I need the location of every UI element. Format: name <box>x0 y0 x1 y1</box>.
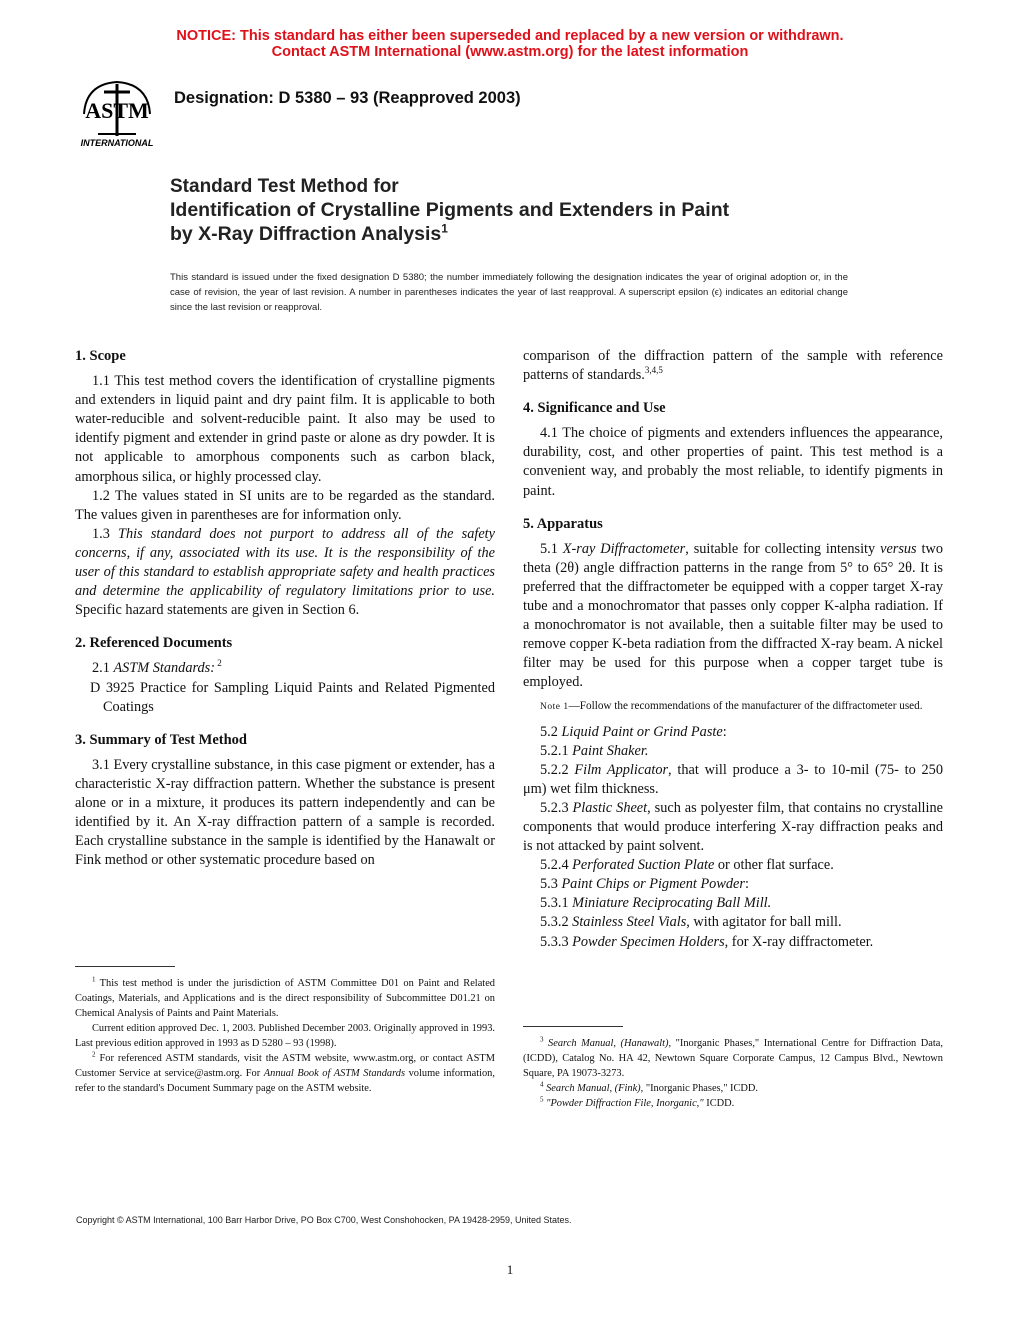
title-line-2: Identification of Crystalline Pigments and Extenders in Paint <box>170 199 730 221</box>
title-line-3: by X-Ray Diffraction Analysis <box>170 223 442 245</box>
footnote-1-text: This test method is under the jurisdiction of ASTM Committee D01 on Paint and Related Coatings, Materials, and Applications and is the direct responsibility of Subcommittee D01.21 on Chemical Analysis of Paints and Paint Materials. <box>75 978 495 1019</box>
para-5-3 <box>523 875 943 894</box>
notice-line-2: Contact ASTM International (www.astm.org) for the latest information <box>271 44 749 60</box>
para-5-3-3-rest: , for X-ray diffractometer. <box>724 933 874 950</box>
para-5-2-1 <box>523 742 943 761</box>
para-5-1-versus: versus <box>880 540 917 557</box>
para-5-3-2-num: 5.3.2 <box>540 914 573 931</box>
notice-banner <box>0 28 1020 60</box>
para-5-2-italic: Liquid Paint or Grind Paste <box>561 723 723 740</box>
right-column <box>523 347 943 952</box>
para-5-2-2 <box>523 761 943 799</box>
para-5-1-a: , suitable for collecting intensity <box>685 540 881 557</box>
page-number: 1 <box>506 1262 514 1277</box>
para-5-3-2 <box>523 913 943 932</box>
para-5-2-1-num: 5.2.1 <box>540 742 573 759</box>
para-4-1: 4.1 The choice of pigments and extenders influences the appearance, durability, cost, and other properties of paint. This test method is a convenient way, and probably the most reliable, to identify pigments in paint. <box>523 425 943 499</box>
footnote-4-mark: 4 <box>540 1080 544 1089</box>
footnote-3-italic: Search Manual, (Hanawalt), <box>543 1038 672 1049</box>
para-5-3-3 <box>523 933 943 952</box>
footnotes-right <box>523 1036 943 1111</box>
para-5-2-rest: : <box>722 723 727 740</box>
para-5-2-3-italic: Plastic Sheet <box>572 799 648 816</box>
footnote-1-edition: Current edition approved Dec. 1, 2003. Published December 2003. Originally approved in 1993. Last previous edition approved in 1993 as D 5280 – 93 (1998). <box>75 1023 495 1049</box>
para-2-1-italic: ASTM Standards: <box>113 660 215 677</box>
logo-mark: ASTM <box>85 98 149 123</box>
section-apparatus-heading: 5. Apparatus <box>523 515 603 532</box>
footnote-5-rest: ICDD. <box>703 1098 735 1109</box>
para-5-3-3-num: 5.3.3 <box>540 933 573 950</box>
para-5-2-3 <box>523 799 943 856</box>
document-title <box>170 176 890 246</box>
footnote-5 <box>523 1096 943 1111</box>
footnote-4-rest: "Inorganic Phases," ICDD. <box>643 1083 759 1094</box>
footnote-3-rest: "Inorganic Phases," International Centre for Diffraction Data, (ICDD), Catalog No. HA 42, Newtown Square Corporate Campus, 12 Campus Blvd., Newtown Square, PA 19073-3273. <box>523 1038 943 1079</box>
para-3-1-continued <box>523 347 943 385</box>
section-scope-heading: 1. Scope <box>75 348 126 364</box>
footnote-2-italic: Annual Book of ASTM Standards <box>263 1068 406 1079</box>
para-5-2-1-italic: Paint Shaker. <box>572 742 649 759</box>
left-column <box>75 347 495 870</box>
footnote-rule-left <box>75 966 175 967</box>
para-1-3 <box>75 525 495 620</box>
note-1-text: —Follow the recommendations of the manufacturer of the diffractometer used. <box>568 699 923 712</box>
para-5-1-b: two theta (2θ) angle diffraction patterns in the range from 5° to 65° 2θ. It is preferred that the diffractometer be equipped with a copper target X-ray tube and a monochromator that passes only copper K-alpha radiation. If a monochromator is not available, then a suitable filter may be used to remove copper K-beta radiation from the diffracted X-ray beam. A nickel filter may be used for this purpose when a copper target tube is employed. <box>523 540 943 691</box>
para-5-2-2-italic: Film Applicator <box>574 761 669 778</box>
footnote-5-italic: "Powder Diffraction File, Inorganic," <box>543 1098 704 1109</box>
para-5-2-3-num: 5.2.3 <box>540 799 573 816</box>
ref-d3925: D 3925 Practice for Sampling Liquid Paints and Related Pigmented Coatings <box>90 679 495 715</box>
footnote-1-mark: 1 <box>92 975 96 984</box>
para-1-2: 1.2 The values stated in SI units are to be regarded as the standard. The values given in parentheses are for information only. <box>75 487 495 523</box>
para-5-1-num: 5.1 <box>540 540 563 557</box>
designation: Designation: D 5380 – 93 (Reapproved 2003) <box>174 89 521 107</box>
title-line-3-wrap <box>170 222 890 246</box>
para-5-2-num: 5.2 <box>540 723 562 740</box>
note-1 <box>523 699 943 715</box>
section-summary-heading: 3. Summary of Test Method <box>75 731 247 748</box>
title-line-1: Standard Test Method for <box>170 176 399 197</box>
para-3-1-cont-sup: 3,4,5 <box>644 365 663 376</box>
para-2-1-num: 2.1 <box>92 660 114 677</box>
para-1-3-italic: This standard does not purport to address all of the safety concerns, if any, associated with its use. It is the responsibility of the user of this standard to establish appropriate safety and health practices and determine the applicability of regulatory limitations prior to use. <box>75 525 495 600</box>
para-5-2-4-rest: or other flat surface. <box>714 857 834 874</box>
issuance-note: This standard is issued under the fixed designation D 5380; the number immediately following the designation indicates the year of original adoption or, in the case of revision, the year of last revision. A number in parentheses indicates the year of last reapproval. A superscript epsilon (ϵ) indicates an editorial change since the last revision or reapproval. <box>170 272 848 313</box>
para-2-1-sup: 2 <box>215 658 222 669</box>
footnotes-left <box>75 976 495 1096</box>
para-5-3-rest: : <box>744 876 749 893</box>
para-5-2-2-num: 5.2.2 <box>540 761 575 778</box>
para-5-2-3-rest: , such as polyester film, that contains no crystalline components that would produce interfering X-ray diffraction peaks and is not attacked by paint solvent. <box>523 799 943 855</box>
para-5-3-3-italic: Powder Specimen Holders <box>572 933 725 950</box>
para-1-3-num: 1.3 <box>92 525 119 542</box>
footnote-rule-right <box>523 1026 623 1027</box>
title-footnote-mark: 1 <box>441 221 448 236</box>
footnote-2-a: For referenced ASTM standards, visit the ASTM website, www.astm.org, or contact ASTM Customer Service at service@astm.org. For <box>75 1053 495 1079</box>
para-5-2-4-num: 5.2.4 <box>540 857 573 874</box>
para-3-1-cont-text: comparison of the diffraction pattern of the sample with reference patterns of standards. <box>523 348 943 384</box>
para-2-1 <box>75 659 495 678</box>
copyright-line: Copyright © ASTM International, 100 Barr Harbor Drive, PO Box C700, West Conshohocken, PA 19428-2959, United States. <box>76 1215 572 1225</box>
para-5-3-1-italic: Miniature Reciprocating Ball Mill. <box>572 895 772 912</box>
section-refdocs-heading: 2. Referenced Documents <box>75 635 233 652</box>
para-5-1 <box>523 540 943 693</box>
para-5-3-1-num: 5.3.1 <box>540 895 573 912</box>
para-1-3-rest: Specific hazard statements are given in Section 6. <box>75 602 360 619</box>
footnote-1 <box>75 976 495 1021</box>
footnote-5-mark: 5 <box>540 1095 544 1104</box>
para-5-2-2-rest: , that will produce a 3- to 10-mil (75- to 250 μm) wet film thickness. <box>523 761 943 797</box>
footnote-4 <box>523 1081 943 1096</box>
section-significance-heading: 4. Significance and Use <box>523 400 666 417</box>
footnote-3-mark: 3 <box>540 1035 544 1044</box>
para-5-3-italic: Paint Chips or Pigment Powder <box>561 876 745 893</box>
footnote-2 <box>75 1051 495 1096</box>
para-5-3-1 <box>523 894 943 913</box>
para-5-1-italic: X-ray Diffractometer <box>562 540 686 557</box>
notice-line-1: NOTICE: This standard has either been superseded and replaced by a new version or withdrawn. <box>176 28 844 44</box>
para-5-3-num: 5.3 <box>540 876 562 893</box>
para-3-1: 3.1 Every crystalline substance, in this case pigment or extender, has a characteristic X-ray diffraction pattern. Whether the substance is present alone or in a mixture, it produces its pattern independently and can be identified by it. An X-ray diffraction pattern of a sample is recorded. Each crystalline substance in the sample is identified by the Hanawalt or Fink method or other systematic procedure based on <box>75 756 495 869</box>
footnote-3 <box>523 1036 943 1081</box>
para-5-2-4-italic: Perforated Suction Plate <box>572 857 715 874</box>
para-5-2 <box>523 723 943 742</box>
para-5-3-2-rest: , with agitator for ball mill. <box>686 914 842 931</box>
para-5-3-2-italic: Stainless Steel Vials <box>572 914 687 931</box>
note-1-label: Note 1 <box>540 701 569 712</box>
footnote-4-italic: Search Manual, (Fink), <box>543 1083 644 1094</box>
logo-label: INTERNATIONAL <box>80 138 154 148</box>
para-5-2-4 <box>523 856 943 875</box>
astm-logo <box>74 78 160 150</box>
para-1-1: 1.1 This test method covers the identification of crystalline pigments and extenders in liquid paint and dry paint film. It is applicable to both water-reducible and solvent-reducible paint. It also may be used to identify pigment and extender in grind paste or alone as dry powder. It is not applicable to amorphous components such as carbon black, amorphous silica, or highly processed clay. <box>75 373 495 485</box>
footnote-2-mark: 2 <box>92 1050 96 1059</box>
footnote-2-b: volume information, refer to the standard's Document Summary page on the ASTM website. <box>75 1068 495 1094</box>
